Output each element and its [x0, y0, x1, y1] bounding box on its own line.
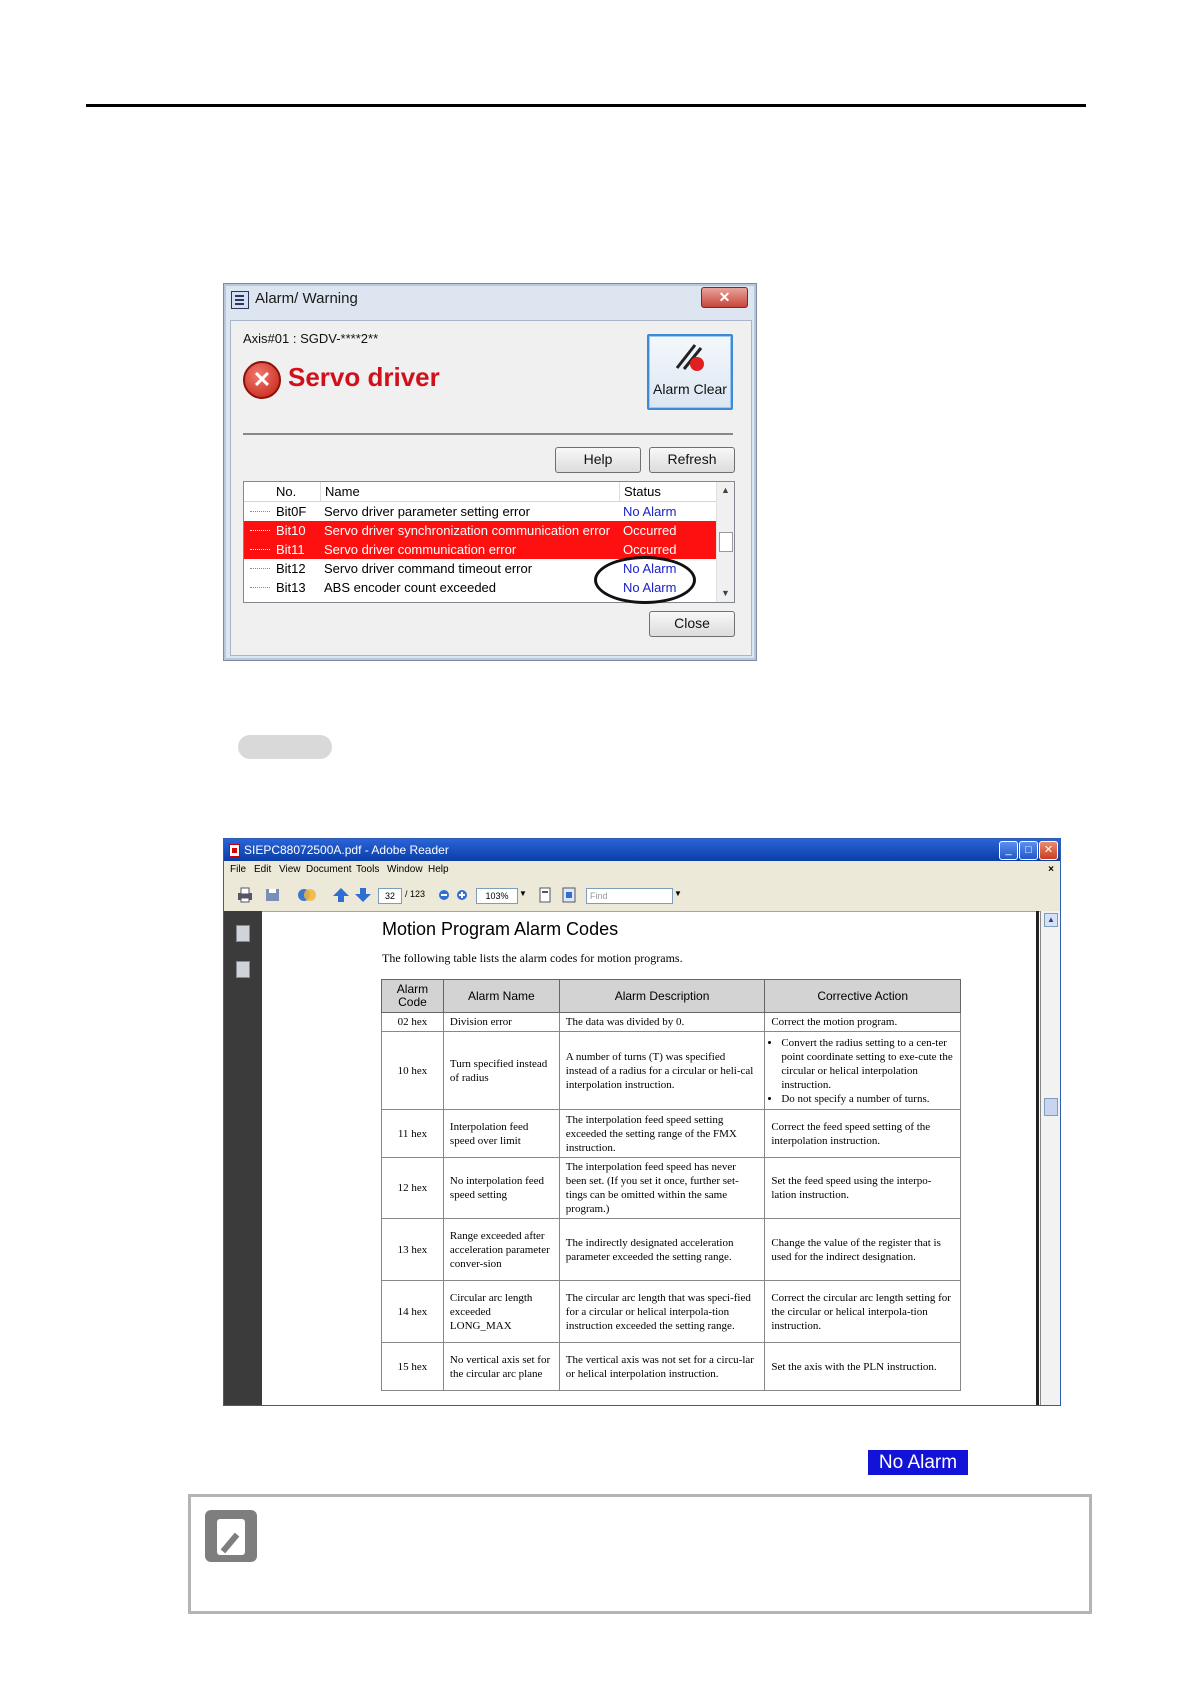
- alarm-clear-button[interactable]: [647, 334, 733, 410]
- col-name: Name: [320, 482, 360, 501]
- close-button[interactable]: Close: [649, 611, 735, 637]
- scroll-up-icon[interactable]: ▲: [721, 485, 730, 495]
- alarm-codes-table: [381, 979, 961, 1391]
- page-edge: [1036, 911, 1039, 1405]
- vertical-scrollbar[interactable]: [716, 482, 734, 602]
- alarm-clear-icon: [673, 342, 707, 372]
- menu-help[interactable]: Help: [428, 864, 449, 875]
- find-chevron-icon[interactable]: ▼: [674, 889, 682, 898]
- menu-document[interactable]: Document: [306, 864, 352, 875]
- action-item: • Do not specify a number of turns.: [781, 1092, 954, 1106]
- col-status: Status: [619, 482, 661, 501]
- table-row: [382, 1158, 961, 1219]
- table-row: [382, 1110, 961, 1158]
- minimize-icon[interactable]: _: [999, 841, 1018, 860]
- row-no: Bit10: [276, 523, 306, 538]
- window-close-icon[interactable]: ✕: [1039, 841, 1058, 860]
- dialog-body: [230, 320, 752, 656]
- doc-intro: The following table lists the alarm codes for motion programs.: [382, 951, 683, 965]
- doc-close-icon[interactable]: ×: [1048, 864, 1054, 875]
- th-desc: Alarm Description: [559, 980, 765, 1013]
- action-list: [771, 1036, 954, 1106]
- cell-action: Set the axis with the PLN instruction.: [765, 1343, 961, 1391]
- cell-code: 12 hex: [382, 1158, 444, 1219]
- help-button[interactable]: Help: [555, 447, 641, 473]
- action-item: • Convert the radius setting to a cen-ter point coordinate setting to exe-cute the circular or helical interpolation instruction.: [781, 1036, 954, 1092]
- cell-code: 14 hex: [382, 1281, 444, 1343]
- table-row: [382, 1032, 961, 1110]
- dialog-title-bar: [224, 284, 756, 314]
- navigation-pane: [224, 911, 262, 1405]
- table-row[interactable]: [244, 502, 716, 521]
- scroll-thumb[interactable]: [1044, 1098, 1058, 1116]
- tree-line: [250, 568, 270, 569]
- cell-name: Circular arc length exceeded LONG_MAX: [443, 1281, 559, 1343]
- cell-code: 02 hex: [382, 1013, 444, 1032]
- axis-label: Axis#01 : SGDV-****2**: [243, 331, 379, 346]
- menu-window[interactable]: Window: [387, 864, 423, 875]
- tree-line: [250, 511, 270, 512]
- find-input[interactable]: Find: [586, 888, 673, 904]
- table-row: [382, 1281, 961, 1343]
- row-status: No Alarm: [623, 580, 677, 595]
- single-page-icon[interactable]: [536, 887, 554, 903]
- gray-tag: [238, 735, 332, 759]
- cell-desc: The interpolation feed speed setting exceeded the setting range of the FMX instruction.: [559, 1110, 765, 1158]
- table-row-alarm[interactable]: [244, 521, 716, 540]
- scroll-down-icon[interactable]: ▼: [721, 588, 730, 598]
- top-rule: [86, 104, 1086, 107]
- window-icon: [231, 291, 249, 309]
- refresh-button[interactable]: Refresh: [649, 447, 735, 473]
- menu-bar: [224, 861, 1060, 880]
- cell-desc: The indirectly designated acceleration parameter exceeded the setting range.: [559, 1219, 765, 1281]
- next-page-icon[interactable]: [354, 887, 372, 903]
- tree-line: [250, 549, 270, 550]
- cell-code: 11 hex: [382, 1110, 444, 1158]
- cell-action: Correct the circular arc length setting for the circular or helical interpola-tion instruction.: [765, 1281, 961, 1343]
- table-row: [382, 1343, 961, 1391]
- row-name: ABS encoder count exceeded: [324, 580, 497, 595]
- tree-line: [250, 530, 270, 531]
- note-box: [188, 1494, 1092, 1614]
- cell-code: 13 hex: [382, 1219, 444, 1281]
- pdf-icon: [229, 844, 240, 857]
- pages-icon[interactable]: [236, 925, 250, 942]
- th-code: Alarm Code: [382, 980, 444, 1013]
- row-no: Bit0F: [276, 504, 307, 519]
- page-number-input[interactable]: 32: [378, 888, 402, 904]
- zoom-in-icon[interactable]: [456, 887, 468, 903]
- cell-action: [765, 1032, 961, 1110]
- row-no: Bit11: [276, 542, 305, 557]
- collaborate-icon[interactable]: [296, 887, 318, 903]
- menu-tools[interactable]: Tools: [356, 864, 380, 875]
- zoom-out-icon[interactable]: [438, 887, 450, 903]
- cell-action: Correct the feed speed setting of the interpolation instruction.: [765, 1110, 961, 1158]
- alarm-warning-dialog: [223, 283, 757, 661]
- row-no: Bit13: [276, 580, 306, 595]
- cell-name: No interpolation feed speed setting: [443, 1158, 559, 1219]
- cell-action: Correct the motion program.: [765, 1013, 961, 1032]
- print-icon[interactable]: [236, 887, 254, 903]
- prev-page-icon[interactable]: [332, 887, 350, 903]
- reader-scrollbar[interactable]: [1040, 911, 1061, 1405]
- cell-name: No vertical axis set for the circular arc plane: [443, 1343, 559, 1391]
- attachments-icon[interactable]: [236, 961, 250, 978]
- menu-edit[interactable]: Edit: [254, 864, 272, 875]
- doc-heading: Motion Program Alarm Codes: [382, 919, 619, 939]
- row-name: Servo driver synchronization communication error: [324, 523, 611, 538]
- menu-file[interactable]: File: [230, 864, 247, 875]
- row-name: Servo driver communication error: [324, 542, 517, 557]
- error-x-icon: ✕: [243, 361, 281, 399]
- cell-desc: A number of turns (T) was specified instead of a radius for a circular or heli-cal interpolation instruction.: [559, 1032, 765, 1110]
- row-no: Bit12: [276, 561, 306, 576]
- row-status: Occurred: [623, 523, 677, 538]
- separator: [243, 433, 733, 435]
- table-row: [382, 1219, 961, 1281]
- error-title: Servo driver: [288, 362, 440, 392]
- th-action: Corrective Action: [765, 980, 961, 1013]
- fit-page-icon[interactable]: [560, 887, 578, 903]
- toolbar: [224, 879, 1060, 912]
- highlight-ellipse: [594, 556, 696, 604]
- dialog-title: Alarm/ Warning: [255, 290, 358, 307]
- cell-action: Change the value of the register that is used for the indirect designation.: [765, 1219, 961, 1281]
- tree-line: [250, 587, 270, 588]
- cell-desc: The interpolation feed speed has never been set. (If you set it once, further set-tings can be omitted within the same program.): [559, 1158, 765, 1219]
- row-name: Servo driver parameter setting error: [324, 504, 530, 519]
- cell-desc: The data was divided by 0.: [559, 1013, 765, 1032]
- row-status: Occurred: [623, 542, 677, 557]
- save-icon[interactable]: [264, 887, 282, 903]
- col-no: No.: [276, 484, 297, 499]
- cell-name: Turn specified instead of radius: [443, 1032, 559, 1110]
- scroll-thumb[interactable]: [719, 532, 733, 552]
- close-icon[interactable]: ✕: [701, 287, 748, 308]
- cell-action: Set the feed speed using the interpo-lation instruction.: [765, 1158, 961, 1219]
- page-total: / 123: [405, 889, 426, 899]
- row-name: Servo driver command timeout error: [324, 561, 533, 576]
- grid-header: [244, 482, 716, 502]
- reader-title: SIEPC88072500A.pdf - Adobe Reader: [244, 843, 449, 857]
- reader-title-bar: [224, 839, 1060, 861]
- maximize-icon[interactable]: □: [1019, 841, 1038, 860]
- table-row: [382, 1013, 961, 1032]
- alarm-clear-label: Alarm Clear: [653, 381, 727, 397]
- cell-name: Division error: [443, 1013, 559, 1032]
- memo-pencil-icon: [205, 1510, 257, 1562]
- table-header-row: [382, 980, 961, 1013]
- menu-view[interactable]: View: [279, 864, 301, 875]
- row-status: No Alarm: [623, 561, 677, 576]
- cell-code: 10 hex: [382, 1032, 444, 1110]
- row-status: No Alarm: [623, 504, 677, 519]
- cell-name: Range exceeded after acceleration parameter conver-sion: [443, 1219, 559, 1281]
- chevron-down-icon[interactable]: ▼: [519, 889, 527, 898]
- scroll-up-icon[interactable]: ▲: [1044, 913, 1058, 927]
- cell-desc: The circular arc length that was speci-fied for a circular or helical interpola-tion instruction exceeded the setting range.: [559, 1281, 765, 1343]
- cell-desc: The vertical axis was not set for a circu-lar or helical interpolation instruction.: [559, 1343, 765, 1391]
- zoom-select[interactable]: 103%: [476, 888, 518, 904]
- th-name: Alarm Name: [443, 980, 559, 1013]
- cell-name: Interpolation feed speed over limit: [443, 1110, 559, 1158]
- cell-code: 15 hex: [382, 1343, 444, 1391]
- no-alarm-badge: No Alarm: [868, 1450, 968, 1475]
